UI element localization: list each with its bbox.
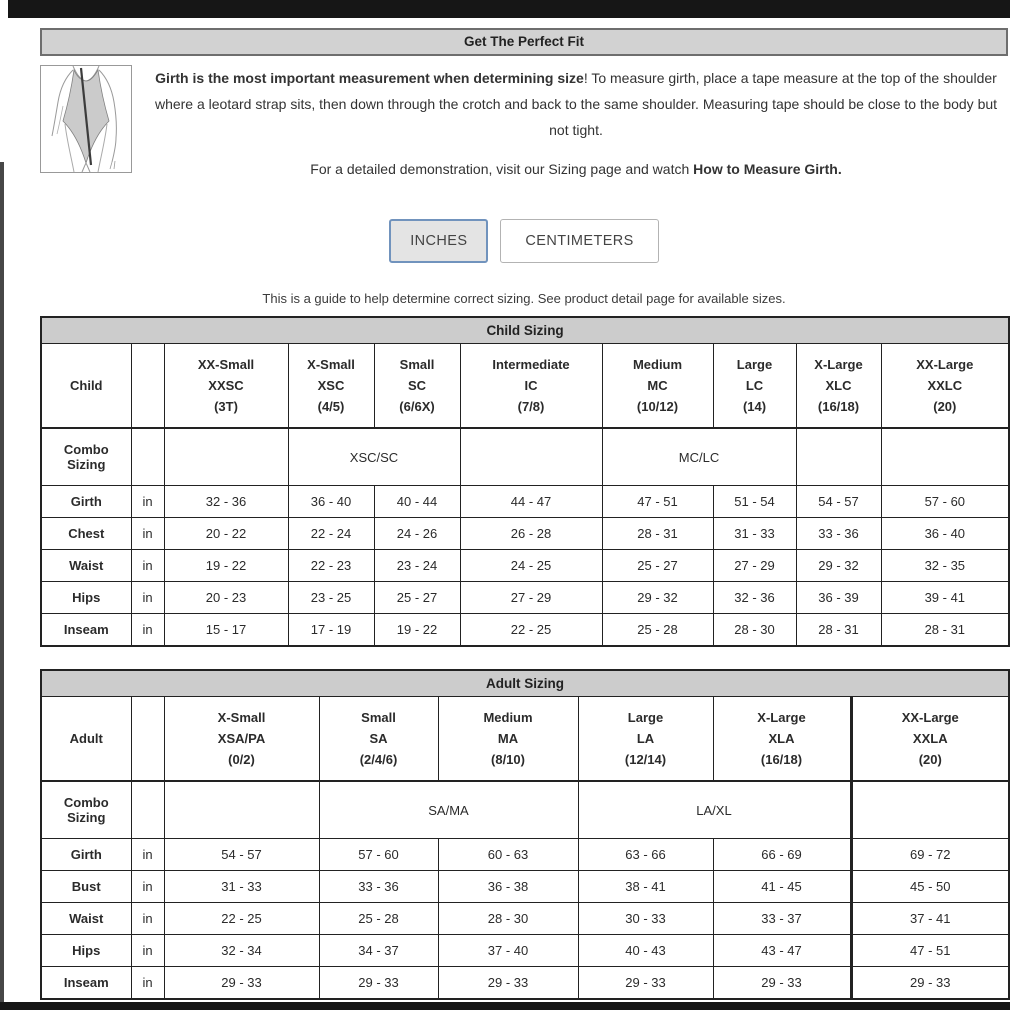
measure-value: 33 - 36 [796, 518, 881, 550]
measure-value: 29 - 33 [578, 967, 713, 1000]
measure-value: 27 - 29 [460, 582, 602, 614]
measure-value: 29 - 33 [851, 967, 1009, 1000]
combo-cell [881, 428, 1009, 486]
measure-value: 40 - 44 [374, 486, 460, 518]
unit-cell: in [131, 903, 164, 935]
measure-label: Waist [41, 903, 131, 935]
measure-value: 44 - 47 [460, 486, 602, 518]
measure-label: Bust [41, 871, 131, 903]
size-column-header: Large LA (12/14) [578, 697, 713, 782]
demo-line [144, 159, 1008, 179]
combo-sizing-label: Combo Sizing [41, 428, 131, 486]
combo-cell: MC/LC [602, 428, 796, 486]
measure-value: 33 - 36 [319, 871, 438, 903]
measure-value: 47 - 51 [602, 486, 713, 518]
measure-label: Chest [41, 518, 131, 550]
demo-bold-text: How to Measure Girth. [693, 161, 842, 177]
measure-value: 29 - 32 [602, 582, 713, 614]
combo-cell [460, 428, 602, 486]
measure-label: Inseam [41, 967, 131, 1000]
measure-value: 57 - 60 [319, 839, 438, 871]
measure-value: 28 - 31 [602, 518, 713, 550]
measure-value: 23 - 25 [288, 582, 374, 614]
unit-cell: in [131, 839, 164, 871]
measure-value: 31 - 33 [713, 518, 796, 550]
measure-value: 25 - 28 [602, 614, 713, 647]
combo-cell: LA/XL [578, 781, 851, 839]
intro-section [40, 65, 1008, 179]
measure-value: 57 - 60 [881, 486, 1009, 518]
measure-value: 33 - 37 [713, 903, 851, 935]
measure-value: 51 - 54 [713, 486, 796, 518]
measure-value: 30 - 33 [578, 903, 713, 935]
measure-value: 43 - 47 [713, 935, 851, 967]
measure-value: 28 - 31 [881, 614, 1009, 647]
measure-value: 22 - 24 [288, 518, 374, 550]
measure-value: 26 - 28 [460, 518, 602, 550]
measure-value: 36 - 38 [438, 871, 578, 903]
measure-value: 29 - 33 [164, 967, 319, 1000]
size-guide-page [40, 28, 1008, 1000]
combo-cell [164, 781, 319, 839]
size-column-header: X-Small XSA/PA (0/2) [164, 697, 319, 782]
measure-value: 29 - 32 [796, 550, 881, 582]
centimeters-button[interactable]: CENTIMETERS [500, 219, 658, 263]
measure-value: 28 - 30 [713, 614, 796, 647]
measure-value: 22 - 25 [460, 614, 602, 647]
intro-paragraph [132, 65, 1008, 179]
measure-value: 20 - 23 [164, 582, 288, 614]
measure-value: 29 - 33 [438, 967, 578, 1000]
measure-value: 28 - 31 [796, 614, 881, 647]
unit-cell [131, 428, 164, 486]
measure-value: 19 - 22 [164, 550, 288, 582]
measure-value: 37 - 40 [438, 935, 578, 967]
unit-cell: in [131, 871, 164, 903]
measure-value: 20 - 22 [164, 518, 288, 550]
measure-value: 29 - 33 [319, 967, 438, 1000]
combo-cell: SA/MA [319, 781, 578, 839]
child-sizing-section [40, 316, 1008, 647]
sizing-guide-note: This is a guide to help determine correct sizing. See product detail page for available sizes. [262, 291, 786, 306]
screenshot-top-edge [8, 0, 1010, 18]
size-column-header: Medium MC (10/12) [602, 344, 713, 429]
intro-rest-text: ! To measure girth, place a tape measure at the top of the shoulder where a leotard strap sits, then down through the crotch and back to the same shoulder. Measuring tape should be close to the body but not tight. [154, 70, 998, 138]
unit-cell: in [131, 582, 164, 614]
measure-value: 28 - 30 [438, 903, 578, 935]
unit-cell: in [131, 935, 164, 967]
measure-label: Inseam [41, 614, 131, 647]
measure-value: 38 - 41 [578, 871, 713, 903]
inches-button[interactable]: INCHES [389, 219, 488, 263]
measure-label: Girth [41, 486, 131, 518]
unit-cell: in [131, 550, 164, 582]
combo-sizing-label: Combo Sizing [41, 781, 131, 839]
measure-value: 66 - 69 [713, 839, 851, 871]
measure-value: 22 - 23 [288, 550, 374, 582]
demo-prefix-text: For a detailed demonstration, visit our Sizing page and watch [310, 161, 694, 177]
unit-header-cell [131, 697, 164, 782]
measure-value: 17 - 19 [288, 614, 374, 647]
measure-value: 32 - 36 [164, 486, 288, 518]
size-column-header: Medium MA (8/10) [438, 697, 578, 782]
size-group-label: Child [41, 344, 131, 429]
measure-value: 54 - 57 [164, 839, 319, 871]
table-title: Child Sizing [41, 317, 1009, 344]
unit-cell: in [131, 518, 164, 550]
measure-value: 54 - 57 [796, 486, 881, 518]
unit-cell [131, 781, 164, 839]
combo-cell [796, 428, 881, 486]
measure-value: 34 - 37 [319, 935, 438, 967]
combo-cell [851, 781, 1009, 839]
size-column-header: Large LC (14) [713, 344, 796, 429]
measure-value: 27 - 29 [713, 550, 796, 582]
page-title: Get The Perfect Fit [40, 28, 1008, 56]
measure-value: 69 - 72 [851, 839, 1009, 871]
measure-value: 45 - 50 [851, 871, 1009, 903]
unit-header-cell [131, 344, 164, 429]
measure-value: 25 - 27 [374, 582, 460, 614]
child-sizing-table [40, 316, 1010, 647]
unit-cell: in [131, 967, 164, 1000]
measure-value: 24 - 25 [460, 550, 602, 582]
measure-value: 29 - 33 [713, 967, 851, 1000]
measure-value: 37 - 41 [851, 903, 1009, 935]
measure-value: 40 - 43 [578, 935, 713, 967]
measure-value: 32 - 35 [881, 550, 1009, 582]
size-column-header: XX-Large XXLA (20) [851, 697, 1009, 782]
measure-value: 36 - 39 [796, 582, 881, 614]
combo-cell [164, 428, 288, 486]
measure-value: 39 - 41 [881, 582, 1009, 614]
unit-cell: in [131, 614, 164, 647]
measure-value: 63 - 66 [578, 839, 713, 871]
screenshot-left-edge [0, 162, 4, 1010]
measure-value: 41 - 45 [713, 871, 851, 903]
leotard-girth-diagram-icon [40, 65, 132, 173]
measure-value: 22 - 25 [164, 903, 319, 935]
measure-value: 31 - 33 [164, 871, 319, 903]
measure-label: Waist [41, 550, 131, 582]
size-column-header: X-Large XLC (16/18) [796, 344, 881, 429]
size-column-header: XX-Large XXLC (20) [881, 344, 1009, 429]
measure-value: 19 - 22 [374, 614, 460, 647]
unit-toggle [40, 219, 1008, 263]
measure-label: Hips [41, 582, 131, 614]
measure-value: 36 - 40 [881, 518, 1009, 550]
measure-value: 23 - 24 [374, 550, 460, 582]
adult-sizing-table [40, 669, 1010, 1000]
measure-label: Hips [41, 935, 131, 967]
intro-bold-text: Girth is the most important measurement when determining size [155, 70, 584, 86]
size-column-header: X-Large XLA (16/18) [713, 697, 851, 782]
size-column-header: XX-Small XXSC (3T) [164, 344, 288, 429]
measure-value: 60 - 63 [438, 839, 578, 871]
measure-value: 25 - 28 [319, 903, 438, 935]
measure-value: 24 - 26 [374, 518, 460, 550]
size-column-header: Small SA (2/4/6) [319, 697, 438, 782]
size-group-label: Adult [41, 697, 131, 782]
size-column-header: Intermediate IC (7/8) [460, 344, 602, 429]
measure-value: 15 - 17 [164, 614, 288, 647]
unit-cell: in [131, 486, 164, 518]
size-column-header: Small SC (6/6X) [374, 344, 460, 429]
table-title: Adult Sizing [41, 670, 1009, 697]
combo-cell: XSC/SC [288, 428, 460, 486]
adult-sizing-section [40, 669, 1008, 1000]
measure-value: 32 - 36 [713, 582, 796, 614]
screenshot-bottom-edge [0, 1002, 1010, 1010]
measure-value: 25 - 27 [602, 550, 713, 582]
measure-value: 32 - 34 [164, 935, 319, 967]
measure-label: Girth [41, 839, 131, 871]
measure-value: 36 - 40 [288, 486, 374, 518]
size-column-header: X-Small XSC (4/5) [288, 344, 374, 429]
measure-value: 47 - 51 [851, 935, 1009, 967]
